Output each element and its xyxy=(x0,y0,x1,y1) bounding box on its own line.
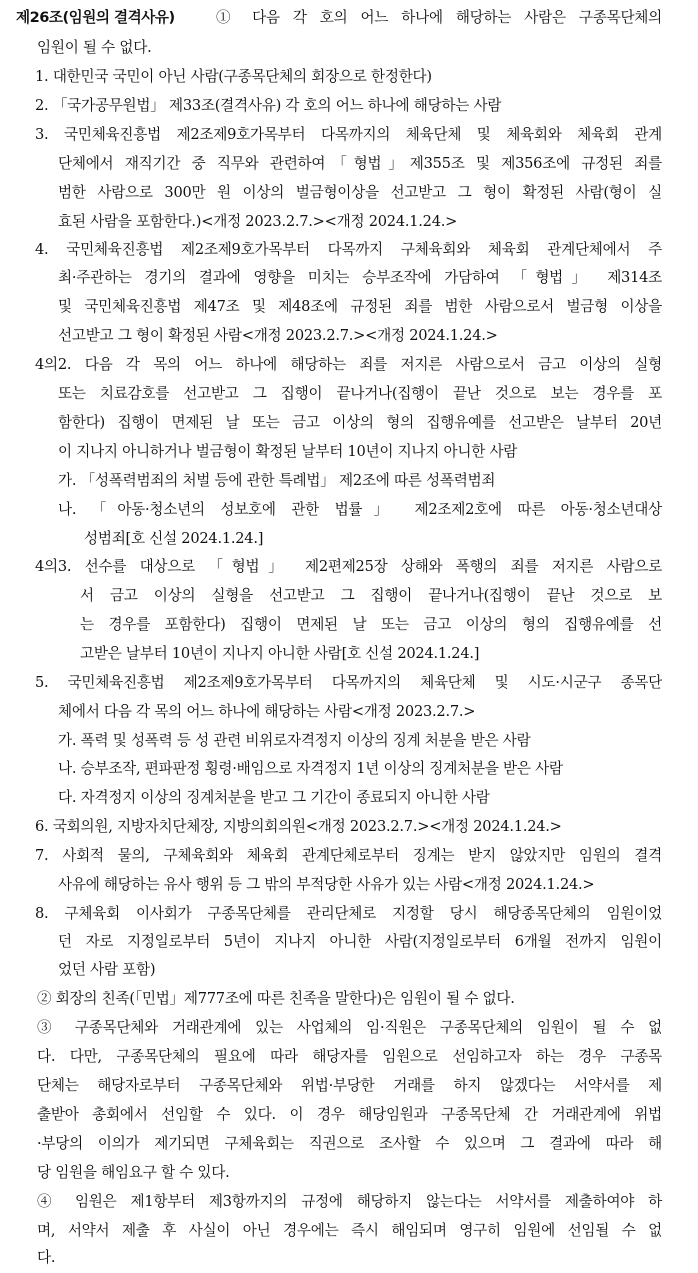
subitem-ga: 가. 「성폭력범죄의 처벌 등에 관한 특례법」 제2조에 따른 성폭력범죄 xyxy=(58,472,496,489)
item-5-line: 체에서 다음 각 목의 어느 하나에 해당하는 사람<개정 2023.2.7.> xyxy=(58,703,476,720)
item-3-line: 효된 사람을 포함한다.)<개정 2023.2.7.><개정 2024.1.24.> xyxy=(58,213,458,230)
subitem-na: 나. 승부조작, 편파판정 횡령·배임으로 자격정지 1년 이상의 징계처분을 받은 사람 xyxy=(58,760,563,777)
item-4-line: 및 국민체육진흥법 제47조 및 제48조에 규정된 죄를 범한 사람으로서 벌금형 이상을 xyxy=(58,298,662,315)
item-1: 1. 대한민국 국민이 아닌 사람(구종목단체의 회장으로 한정한다) xyxy=(35,68,432,85)
item-7-line: 사유에 해당하는 유사 행위 등 그 밖의 부적당한 사유가 있는 사람<개정 2024.1.24.> xyxy=(58,876,595,893)
item-8-line: 었던 사람 포함) xyxy=(58,961,156,978)
paragraph-3-line: ③ 구종목단체와 거래관계에 있는 사업체의 임·직원은 구종목단체의 임원이 될 수 없 xyxy=(37,1019,662,1036)
paragraph-1-line: 임원이 될 수 없다. xyxy=(37,39,152,56)
paragraph-2: ② 회장의 친족(「민법」제777조에 따른 친족을 말한다)은 임원이 될 수 없다. xyxy=(37,990,515,1007)
subitem-da: 다. 자격정지 이상의 징계처분을 받고 그 기간이 종료되지 아니한 사람 xyxy=(58,789,490,806)
item-7-line: 7. 사회적 물의, 구체육회와 체육회 관계단체로부터 징계는 받지 않았지만 임원의 결격 xyxy=(35,847,662,864)
item-8-line: 8. 구체육회 이사회가 구종목단체를 관리단체로 지정할 당시 해당종목단체의 임원이었 xyxy=(35,905,662,922)
subitem-ga: 가. 폭력 및 성폭력 등 성 관련 비위로자격정지 이상의 징계 처분을 받은 사람 xyxy=(58,732,531,749)
item-3-line: 단체에서 재직기간 중 직무와 관련하여「형법」제355조 및 제356조에 규정된 죄를 xyxy=(58,155,662,172)
item-4-2-line: 4의2. 다음 각 목의 어느 하나에 해당하는 죄를 저지른 사람으로서 금고 이상의 실형 xyxy=(35,356,662,373)
article-heading: 제26조(임원의 결격사유) xyxy=(16,9,175,26)
paragraph-4-line: 다. xyxy=(37,1249,56,1266)
item-3-line: 3. 국민체육진흥법 제2조제9호가목부터 다목까지의 체육단체 및 체육회와 체육회 관계 xyxy=(35,126,662,143)
paragraph-3-line: 출받아 총회에서 선임할 수 있다. 이 경우 해당임원과 구종목단체 간 거래관계에 위법 xyxy=(37,1106,662,1123)
item-4-2-line: 함한다) 집행이 면제된 날 또는 금고 이상의 형의 집행유예를 선고받은 날부터 20년 xyxy=(58,414,662,431)
paragraph-3-line: 당 임원을 해임요구 할 수 있다. xyxy=(37,1164,230,1181)
paragraph-3-line: ·부당의 이의가 제기되면 구체육회는 직권으로 조사할 수 있으며 그 결과에 따라 해 xyxy=(37,1135,662,1152)
item-4-3-line: 서 금고 이상의 실형을 선고받고 그 집행이 끝나거나(집행이 끝난 것으로 보 xyxy=(80,587,662,604)
item-8-line: 던 자로 지정일로부터 5년이 지나지 아니한 사람(지정일로부터 6개월 전까지 임원이 xyxy=(58,933,662,950)
paragraph-3-line: 단체는 해당자로부터 구종목단체와 위법·부당한 거래를 하지 않겠다는 서약서를 제 xyxy=(37,1077,662,1094)
item-4-2-line: 이 지나지 아니하거나 벌금형이 확정된 날부터 10년이 지나지 아니한 사람 xyxy=(58,443,518,460)
subitem-na-line: 나. 「아동·청소년의 성보호에 관한 법률」 제2조제2호에 따른 아동·청소년대상 xyxy=(58,501,662,518)
item-6: 6. 국회의원, 지방자치단체장, 지방의회의원<개정 2023.2.7.><개정 2024.1.24.> xyxy=(35,818,562,835)
item-5-line: 5. 국민체육진흥법 제2조제9호가목부터 다목까지의 체육단체 및 시도·시군구 종목단 xyxy=(35,674,662,691)
item-4-line: 최·주관하는 경기의 결과에 영향을 미치는 승부조작에 가담하여 「형법」 제314조 xyxy=(58,269,662,286)
paragraph-4-line: ④ 임원은 제1항부터 제3항까지의 규정에 해당하지 않는다는 서약서를 제출하여야 하 xyxy=(37,1193,662,1210)
paragraph-1-line: ① 다음 각 호의 어느 하나에 해당하는 사람은 구종목단체의 xyxy=(216,9,662,26)
item-4-3-line: 고받은 날부터 10년이 지나지 아니한 사람[호 신설 2024.1.24.] xyxy=(80,645,480,662)
item-4-line: 선고받고 그 형이 확정된 사람<개정 2023.2.7.><개정 2024.1.24.> xyxy=(58,327,498,344)
item-2: 2. 「국가공무원법」 제33조(결격사유) 각 호의 어느 하나에 해당하는 사람 xyxy=(35,97,502,114)
item-4-3-line: 는 경우를 포함한다) 집행이 면제된 날 또는 금고 이상의 형의 집행유예를 선 xyxy=(80,616,662,633)
item-3-line: 범한 사람으로 300만 원 이상의 벌금형이상을 선고받고 그 형이 확정된 사람(형이 실 xyxy=(58,184,662,201)
paragraph-3-line: 다. 다만, 구종목단체의 필요에 따라 해당자를 임원으로 선임하고자 하는 경우 구종목 xyxy=(37,1048,662,1065)
item-4-3-line: 4의3. 선수를 대상으로 「형법」 제2편제25장 상해와 폭행의 죄를 저지른 사람으로 xyxy=(35,558,662,575)
item-4-line: 4. 국민체육진흥법 제2조제9호가목부터 다목까지 구체육회와 체육회 관계단체에서 주 xyxy=(35,241,662,258)
item-4-2-line: 또는 치료감호를 선고받고 그 집행이 끝나거나(집행이 끝난 것으로 보는 경우를 포 xyxy=(58,385,662,402)
paragraph-4-line: 며, 서약서 제출 후 사실이 아닌 경우에는 즉시 해임되며 영구히 임원에 선임될 수 없 xyxy=(37,1222,662,1239)
subitem-na-line: 성범죄[호 신설 2024.1.24.] xyxy=(84,530,264,547)
